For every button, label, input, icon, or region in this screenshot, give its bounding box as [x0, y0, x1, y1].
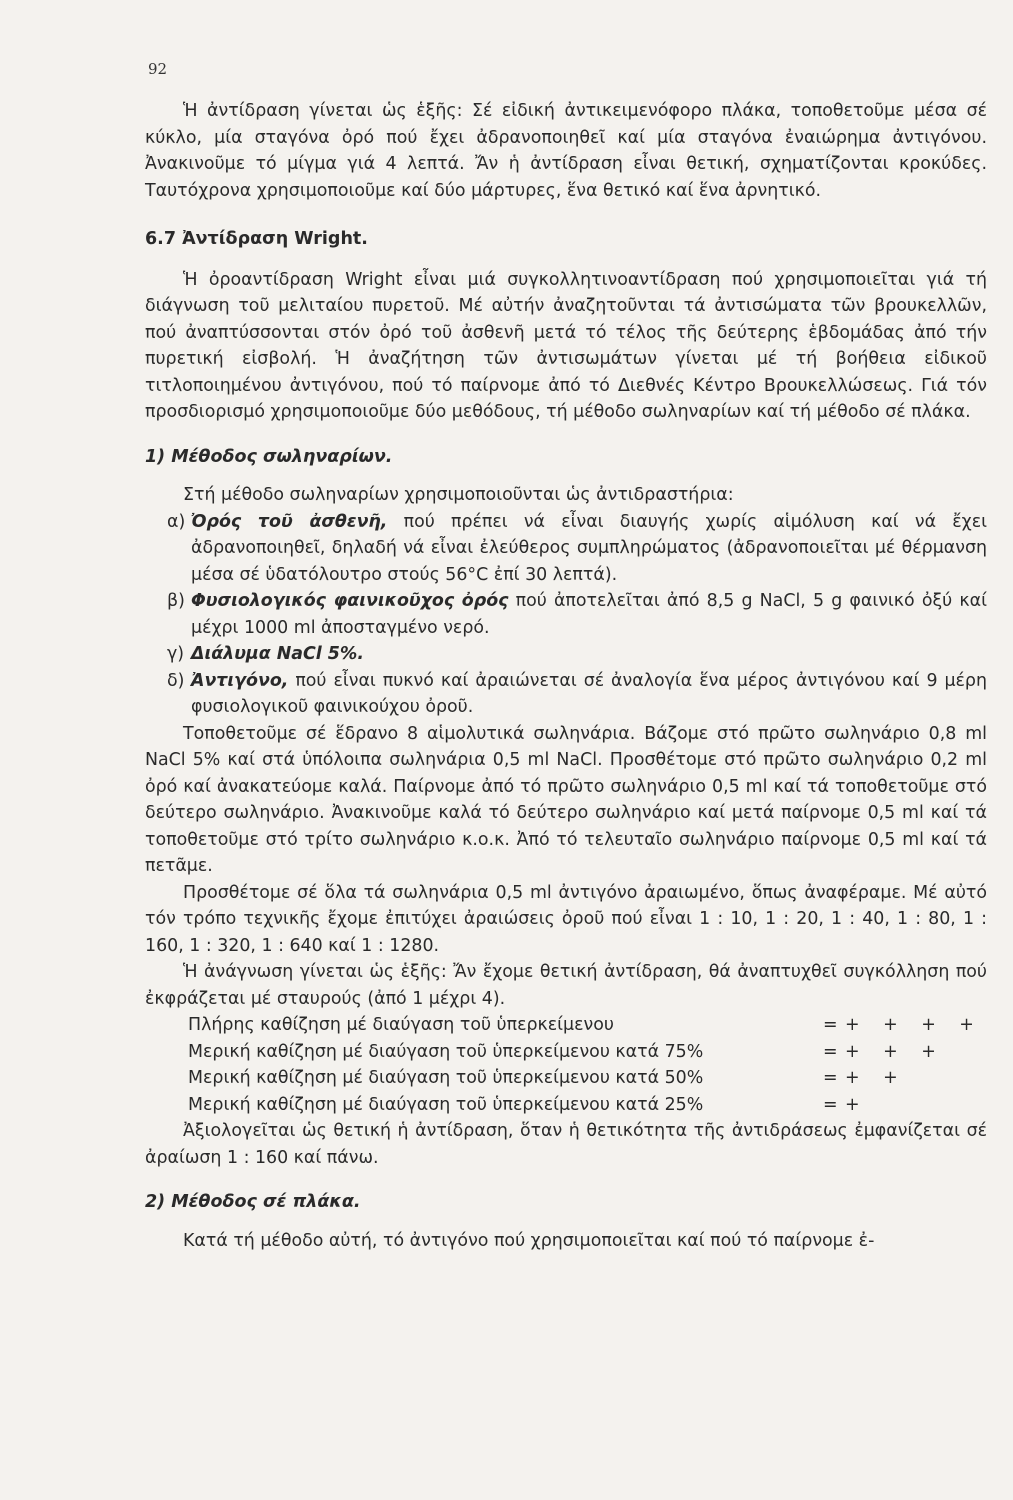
grading-equals: =: [823, 1068, 838, 1088]
grading-sign: + + +: [845, 1041, 945, 1062]
reagent-marker: γ): [167, 644, 185, 664]
reagent-item: [145, 509, 987, 589]
grading-row: [145, 1065, 987, 1092]
intro-paragraph: Ἡ ἀντίδραση γίνεται ὡς ἑξῆς: Σέ εἰδική ἀντικειμενόφορο πλάκα, τοποθετοῦμε μέσα σέ κύκλο, μία σταγόνα ὀρό πού ἔχει ἀδρανοποιηθεῖ καί μία σταγόνα ἐναιώρημα ἀντιγόνου. Ἀνακινοῦμε τό μίγμα γιά 4 λεπτά. Ἄν ἡ ἀντίδραση εἶναι θετική, σχηματίζονται κροκύδες. Ταυτόχρονα χρησιμοποιοῦμε καί δύο μάρτυρες, ἕνα θετικό καί ἕνα ἀρνητικό.: [145, 101, 987, 201]
plate-method-paragraph: Κατά τή μέθοδο αὐτή, τό ἀντιγόνο πού χρησιμοποιεῖται καί πού τό παίρνομε ἐ-: [183, 1230, 875, 1251]
method2-heading: 2) Μέθοδος σέ πλάκα.: [145, 1192, 361, 1212]
grading-row: [145, 1039, 987, 1066]
reagent-item: [145, 641, 987, 668]
wright-description-paragraph: Ἡ ὀροαντίδραση Wright εἶναι μιά συγκολλητινοαντίδραση πού χρησιμοποιεῖται γιά τή διάγνωση τοῦ μελιταίου πυρετοῦ. Μέ αὐτήν ἀναζητοῦνται τά ἀντισώματα τῶν βρουκελλῶν, πού ἀναπτύσσονται στόν ὀρό τοῦ ἀσθενῆ μετά τό τέλος τῆς δεύτερης ἑβδομάδας ἀπό τήν πυρετική εἰσβολή. Ἡ ἀναζήτηση τῶν ἀντισωμάτων γίνεται μέ τή βοήθεια εἰδικοῦ τιτλοποιημένου ἀντιγόνου, πού τό παίρνομε ἀπό τό Διεθνές Κέντρο Βρουκελλώσεως. Γιά τόν προσδιορισμό χρησιμοποιοῦμε δύο μεθόδους, τή μέθοδο σωληναρίων καί τή μέθοδο σέ πλάκα.: [145, 269, 987, 422]
procedure-paragraph: Τοποθετοῦμε σέ ἕδρανο 8 αἱμολυτικά σωληνάρια. Βάζομε στό πρῶτο σωληνάριο 0,8 ml NaCl 5% καί στά ὑπόλοιπα σωληνάρια 0,5 ml NaCl. Προσθέτομε στό πρῶτο σωληνάριο 0,2 ml ὀρό καί ἀνακατεύομε καλά. Παίρνομε ἀπό τό πρῶτο σωληνάριο 0,5 ml καί τά τοποθετοῦμε στό δεύτερο σωληνάριο. Ἀνακινοῦμε καλά τό δεύτερο σωληνάριο καί μετά παίρνομε 0,5 ml καί τά τοποθετοῦμε στό τρίτο σωληνάριο κ.ο.κ. Ἀπό τό τελευταῖο σωληνάριο παίρνομε 0,5 ml καί τά πετᾶμε.: [145, 723, 987, 876]
reagent-item: [145, 588, 987, 641]
grading-row: [145, 1092, 987, 1119]
reagent-term: Φυσιολογικός φαινικοῦχος ὀρός: [191, 591, 509, 611]
grading-sign: +: [845, 1094, 869, 1115]
reagents-intro: Στή μέθοδο σωληναρίων χρησιμοποιοῦνται ὡς ἀντιδραστήρια:: [183, 485, 734, 505]
grading-row: [145, 1012, 987, 1039]
section-heading: 6.7 Ἀντίδραση Wright.: [145, 229, 368, 249]
reagent-marker: δ): [167, 670, 185, 691]
reagent-text: πού ἀποτελεῖται ἀπό 8,5 g NaCl, 5 g φαινικό ὀξύ καί μέχρι 1000 ml ἀποσταγμένο νερό.: [191, 591, 987, 638]
grading-sign: + + + +: [845, 1015, 983, 1035]
reagent-marker: β): [167, 591, 185, 611]
grading-equals: =: [823, 1094, 838, 1115]
reagent-marker: α): [167, 511, 186, 532]
reading-paragraph: Ἡ ἀνάγνωση γίνεται ὡς ἑξῆς: Ἄν ἔχομε θετική ἀντίδραση, θά ἀναπτυχθεῖ συγκόλληση πού ἐκφράζεται μέ σταυρούς (ἀπό 1 μέχρι 4).: [145, 962, 987, 1009]
grading-equals: =: [823, 1041, 838, 1062]
reagent-term: Ἀντιγόνο,: [191, 670, 289, 691]
page-number: 92: [148, 60, 168, 78]
reagent-item: [145, 668, 987, 721]
grading-text: Μερική καθίζηση μέ διαύγαση τοῦ ὑπερκείμενου κατά 75%: [188, 1041, 704, 1062]
reagent-term: Διάλυμα NaCl 5%.: [191, 644, 364, 664]
reagent-term: Ὀρός τοῦ ἀσθενῆ,: [191, 511, 388, 532]
method1-heading: 1) Μέθοδος σωληναρίων.: [145, 446, 393, 467]
grading-text: Μερική καθίζηση μέ διαύγαση τοῦ ὑπερκείμενου κατά 50%: [188, 1068, 704, 1088]
page-body: [145, 98, 987, 1254]
evaluation-paragraph: Ἀξιολογεῖται ὡς θετική ἡ ἀντίδραση, ὅταν ἡ θετικότητα τῆς ἀντιδράσεως ἐμφανίζεται σέ ἀραίωση 1 : 160 καί πάνω.: [145, 1121, 987, 1168]
grading-text: Μερική καθίζηση μέ διαύγαση τοῦ ὑπερκείμενου κατά 25%: [188, 1094, 704, 1115]
reagent-text: πού πρέπει νά εἶναι διαυγής χωρίς αἱμόλυση καί νά ἔχει ἀδρανοποιηθεῖ, δηλαδή νά εἶναι ἐλεύθερος συμπληρώματος (ἀδρανοποιεῖται μέ θέρμανση μέσα σέ ὑδατόλουτρο στούς 56°C ἐπί 30 λεπτά).: [191, 511, 987, 585]
grading-sign: + +: [845, 1068, 907, 1088]
grading-text: Πλήρης καθίζηση μέ διαύγαση τοῦ ὑπερκείμενου: [188, 1015, 614, 1035]
dilution-paragraph: Προσθέτομε σέ ὅλα τά σωληνάρια 0,5 ml ἀντιγόνο ἀραιωμένο, ὅπως ἀναφέραμε. Μέ αὐτό τόν τρόπο τεχνικῆς ἔχομε ἐπιτύχει ἀραιώσεις ὀροῦ πού εἶναι 1 : 10, 1 : 20, 1 : 40, 1 : 80, 1 : 160, 1 : 320, 1 : 640 καί 1 : 1280.: [145, 882, 987, 956]
reagent-text: πού εἶναι πυκνό καί ἀραιώνεται σέ ἀναλογία ἕνα μέρος ἀντιγόνου καί 9 μέρη φυσιολογικοῦ φαινικούχου ὀροῦ.: [191, 670, 987, 717]
grading-equals: =: [823, 1015, 838, 1035]
